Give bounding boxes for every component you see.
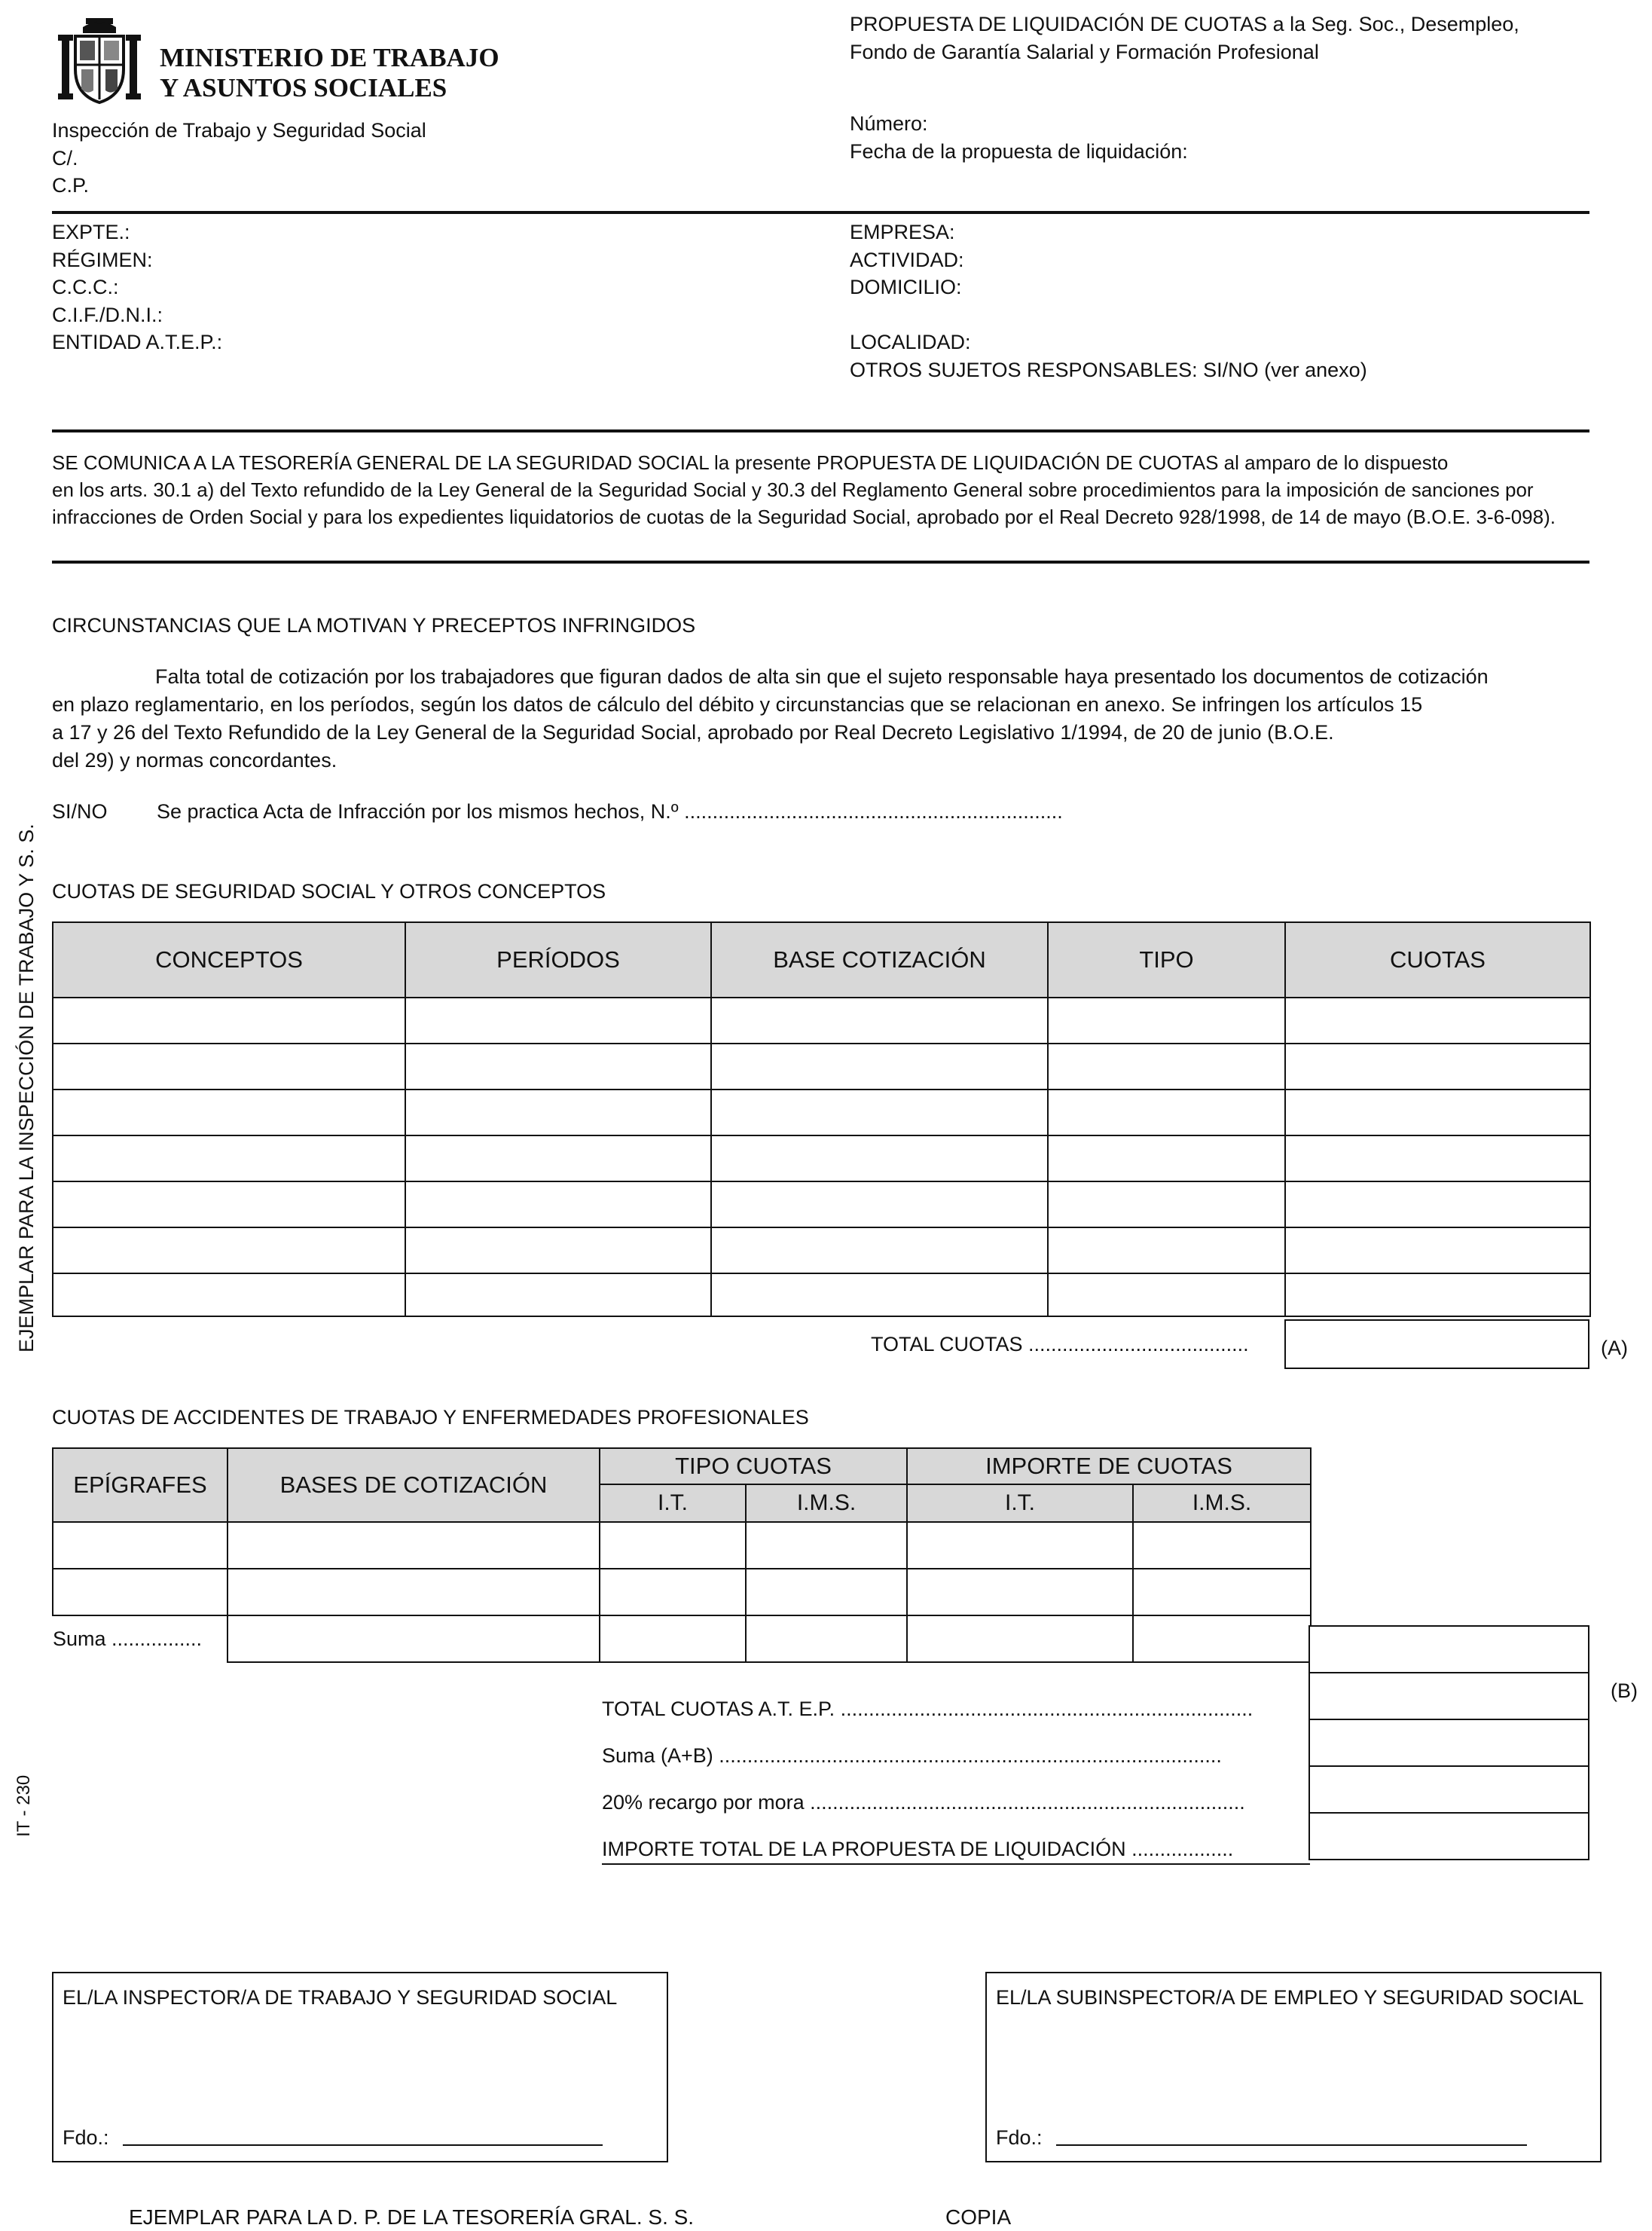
total-cuotas-label: TOTAL CUOTAS ....................................... [871, 1333, 1249, 1355]
table-row [53, 1044, 1590, 1090]
cell[interactable] [1133, 1615, 1311, 1662]
table-row [53, 1135, 1590, 1181]
suma-label: Suma ................ [53, 1627, 203, 1650]
ministry-name-line1: MINISTERIO DE TRABAJO [160, 43, 499, 72]
col-base-cotizacion: BASE COTIZACIÓN [711, 922, 1048, 998]
cell[interactable] [711, 1044, 1048, 1090]
cell[interactable] [1285, 1227, 1590, 1273]
table-row [53, 1090, 1590, 1135]
inspection-office: Inspección de Trabajo y Seguridad Social [52, 119, 426, 142]
subinspector-signature-box [985, 1972, 1602, 2162]
cell[interactable] [405, 1273, 711, 1316]
cell[interactable] [1048, 998, 1285, 1044]
cell[interactable] [711, 998, 1048, 1044]
regimen-label: RÉGIMEN: [52, 249, 153, 271]
cell[interactable] [746, 1569, 907, 1615]
cell[interactable] [405, 1044, 711, 1090]
office-postal-code: C.P. [52, 174, 90, 197]
cuotas-at-table [52, 1447, 1312, 1663]
recargo-box[interactable] [1308, 1765, 1589, 1814]
cell[interactable] [1133, 1522, 1311, 1569]
form-title-line1: PROPUESTA DE LIQUIDACIÓN DE CUOTAS a la Seg. Soc., Desempleo, [850, 13, 1519, 35]
subinspector-title: EL/LA SUBINSPECTOR/A DE EMPLEO Y SEGURIDAD SOCIAL [996, 1986, 1584, 2009]
marker-a: (A) [1601, 1337, 1628, 1359]
cuotas-ss-heading: CUOTAS DE SEGURIDAD SOCIAL Y OTROS CONCEPTOS [52, 880, 606, 903]
cell[interactable] [711, 1273, 1048, 1316]
cell[interactable] [1133, 1569, 1311, 1615]
recargo-label: 20% recargo por mora ............................................................................. [602, 1791, 1245, 1814]
cell[interactable] [600, 1522, 746, 1569]
cell[interactable] [1048, 1135, 1285, 1181]
cuotas-ss-table [52, 921, 1591, 1317]
acta-infraccion-text: Se practica Acta de Infracción por los mismos hechos, N.º ................................................................... [157, 800, 1063, 823]
suma-row [53, 1615, 1311, 1662]
cell[interactable] [746, 1615, 907, 1662]
cell[interactable] [1285, 1273, 1590, 1316]
fields-divider [52, 429, 1589, 432]
circumstances-line4: del 29) y normas concordantes. [52, 749, 337, 772]
acta-sino[interactable]: SI/NO [52, 800, 108, 823]
table-row [53, 998, 1590, 1044]
cell[interactable] [227, 1615, 600, 1662]
col-importe-it: I.T. [907, 1484, 1133, 1522]
col-conceptos: CONCEPTOS [53, 922, 405, 998]
localidad-label: LOCALIDAD: [850, 331, 971, 353]
circumstances-line3: a 17 y 26 del Texto Refundido de la Ley General de la Seguridad Social, aprobado por Real Decreto Legislativo 1/1994, de 20 de junio (B.O.E. [52, 721, 1334, 744]
cuotas-at-heading: CUOTAS DE ACCIDENTES DE TRABAJO Y ENFERMEDADES PROFESIONALES [52, 1406, 809, 1429]
cell[interactable] [1048, 1181, 1285, 1227]
cell[interactable] [711, 1135, 1048, 1181]
cell[interactable] [600, 1615, 746, 1662]
col-importe-cuotas: IMPORTE DE CUOTAS [907, 1448, 1311, 1484]
office-street: C/. [52, 147, 78, 170]
total-cuotas-box[interactable] [1284, 1319, 1589, 1369]
col-bases-cotizacion: BASES DE COTIZACIÓN [227, 1448, 600, 1522]
col-tipo-cuotas: TIPO CUOTAS [600, 1448, 907, 1484]
table-row [53, 1273, 1590, 1316]
communication-line2: en los arts. 30.1 a) del Texto refundido de la Ley General de la Seguridad Social y 30.3 del Reglamento General sobre procedimientos para la imposición de sanciones por [52, 478, 1534, 501]
cell[interactable] [907, 1569, 1133, 1615]
cell[interactable] [907, 1522, 1133, 1569]
cell[interactable] [1285, 1181, 1590, 1227]
suma-ab-box[interactable] [1308, 1719, 1589, 1767]
cell[interactable] [53, 1090, 405, 1135]
cell[interactable] [53, 1227, 405, 1273]
cell[interactable] [1048, 1090, 1285, 1135]
cell[interactable] [53, 1522, 227, 1569]
col-periodos: PERÍODOS [405, 922, 711, 998]
cif-dni-label: C.I.F./D.N.I.: [52, 304, 163, 326]
numero-label: Número: [850, 112, 928, 135]
circumstances-heading: CIRCUNSTANCIAS QUE LA MOTIVAN Y PRECEPTOS INFRINGIDOS [52, 614, 696, 637]
footer-copy-right: COPIA [945, 2205, 1012, 2229]
subinspector-signature-line[interactable] [1056, 2144, 1527, 2146]
cell[interactable] [405, 1181, 711, 1227]
cell[interactable] [405, 1227, 711, 1273]
inspector-signature-box [52, 1972, 668, 2162]
form-title-line2: Fondo de Garantía Salarial y Formación Profesional [850, 41, 1319, 63]
coat-of-arms-logo [56, 17, 143, 105]
cell[interactable] [1285, 998, 1590, 1044]
suma-ab-label: Suma (A+B) ......................................................................................... [602, 1744, 1222, 1767]
importe-total-label: IMPORTE TOTAL DE LA PROPUESTA DE LIQUIDACIÓN .................. [602, 1838, 1234, 1860]
communication-line1: SE COMUNICA A LA TESORERÍA GENERAL DE LA SEGURIDAD SOCIAL la presente PROPUESTA DE LIQUIDACIÓN DE CUOTAS al amparo de lo dispuesto [52, 451, 1449, 474]
col-tipo-ims: I.M.S. [746, 1484, 907, 1522]
cell[interactable] [53, 998, 405, 1044]
cell[interactable] [405, 1135, 711, 1181]
cell[interactable] [1285, 1044, 1590, 1090]
circumstances-line1: Falta total de cotización por los trabajadores que figuran dados de alta sin que el sujeto responsable haya presentado los documentos de cotización [155, 665, 1489, 688]
suma-label-cell [53, 1615, 227, 1662]
footer-copy-left: EJEMPLAR PARA LA D. P. DE LA TESORERÍA GRAL. S. S. [129, 2205, 695, 2229]
cell[interactable] [1048, 1044, 1285, 1090]
col-tipo-it: I.T. [600, 1484, 746, 1522]
total-at-ep-label: TOTAL CUOTAS A.T. E.P. ......................................................................... [602, 1698, 1254, 1720]
cell[interactable] [746, 1522, 907, 1569]
table-row [53, 1227, 1590, 1273]
cell[interactable] [53, 1181, 405, 1227]
empresa-label: EMPRESA: [850, 221, 955, 243]
suma-total-box[interactable] [1308, 1625, 1589, 1673]
cell[interactable] [907, 1615, 1133, 1662]
communication-divider [52, 561, 1589, 564]
inspector-title: EL/LA INSPECTOR/A DE TRABAJO Y SEGURIDAD SOCIAL [63, 1986, 618, 2009]
cell[interactable] [1285, 1135, 1590, 1181]
cell[interactable] [711, 1181, 1048, 1227]
cell[interactable] [1048, 1273, 1285, 1316]
ministry-name-line2: Y ASUNTOS SOCIALES [160, 73, 447, 102]
cell[interactable] [600, 1569, 746, 1615]
actividad-label: ACTIVIDAD: [850, 249, 964, 271]
marker-b: (B) [1611, 1679, 1638, 1702]
col-importe-ims: I.M.S. [1133, 1484, 1311, 1522]
otros-sujetos-label: OTROS SUJETOS RESPONSABLES: SI/NO (ver anexo) [850, 359, 1367, 381]
col-tipo: TIPO [1048, 922, 1285, 998]
inspector-signature-line[interactable] [123, 2144, 603, 2146]
cell[interactable] [53, 1044, 405, 1090]
domicilio-label: DOMICILIO: [850, 276, 962, 298]
cell[interactable] [1285, 1090, 1590, 1135]
cell[interactable] [227, 1522, 600, 1569]
inspector-fdo-label: Fdo.: [63, 2126, 109, 2149]
cell[interactable] [53, 1135, 405, 1181]
cell[interactable] [53, 1273, 405, 1316]
importe-total-underline [602, 1863, 1310, 1865]
table-row [53, 1569, 1311, 1615]
circumstances-line2: en plazo reglamentario, en los períodos, según los datos de cálculo del débito y circunstancias que se relacionan en anexo. Se infringen los artículos 15 [52, 693, 1423, 716]
communication-paragraph [52, 449, 1589, 530]
cell[interactable] [405, 1090, 711, 1135]
entidad-atep-label: ENTIDAD A.T.E.P.: [52, 331, 223, 353]
cell[interactable] [711, 1090, 1048, 1135]
form-code: IT - 230 [14, 1774, 34, 1837]
header-divider [52, 211, 1589, 214]
table-row [53, 1181, 1590, 1227]
cell[interactable] [405, 998, 711, 1044]
circumstances-paragraph [52, 663, 1589, 775]
cell[interactable] [227, 1569, 600, 1615]
importe-total-box[interactable] [1308, 1812, 1589, 1860]
ccc-label: C.C.C.: [52, 276, 119, 298]
table-row [53, 1522, 1311, 1569]
subinspector-fdo-label: Fdo.: [996, 2126, 1043, 2149]
side-copy-label: EJEMPLAR PARA LA INSPECCIÓN DE TRABAJO Y S. S. [15, 824, 38, 1352]
col-epigrafes: EPÍGRAFES [53, 1448, 227, 1522]
expte-label: EXPTE.: [52, 221, 130, 243]
cell[interactable] [53, 1569, 227, 1615]
cell[interactable] [711, 1227, 1048, 1273]
col-cuotas: CUOTAS [1285, 922, 1590, 998]
cell[interactable] [1048, 1227, 1285, 1273]
communication-line3: infracciones de Orden Social y para los expedientes liquidatorios de cuotas de la Seguridad Social, aprobado por el Real Decreto 928/1998, de 14 de mayo (B.O.E. 3-6-098). [52, 506, 1556, 528]
fecha-label: Fecha de la propuesta de liquidación: [850, 140, 1188, 163]
total-at-ep-box[interactable] [1308, 1672, 1589, 1720]
